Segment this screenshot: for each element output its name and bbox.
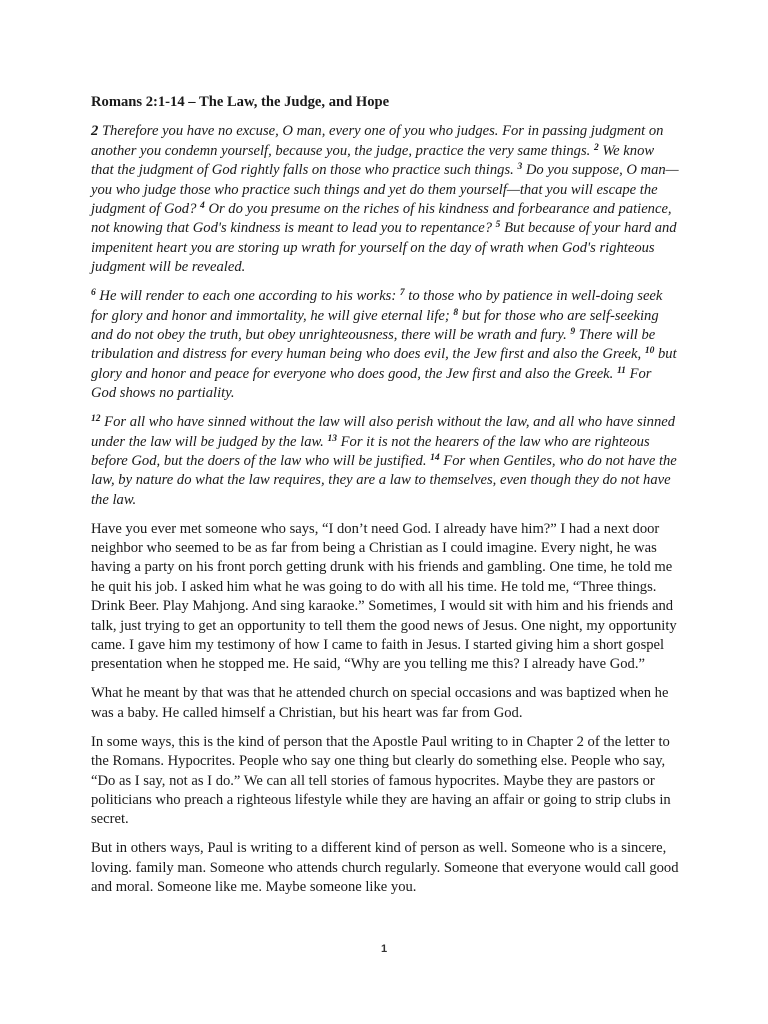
body-paragraph-3: In some ways, this is the kind of person that the Apostle Paul writing to in Chapter 2 of the letter to the Romans. Hypocrites. People who say one thing but clearly do something else. People who say, “Do as I say, not as I do.” We can all tell stories of famous hypocrites. Maybe they are pastors or politicians who preach a righteous lifestyle while they are having an affair or going to strip clubs in secret. (91, 733, 671, 828)
chapter-number: 2 (91, 123, 99, 140)
verse-text: For God shows no partiality. (91, 365, 652, 402)
body-paragraph-2: What he meant by that was that he attended church on special occasions and was baptized when he was a baby. He called himself a Christian, but his heart was far from God. (91, 685, 669, 721)
verse-number: 10 (644, 346, 655, 357)
document-page (91, 93, 679, 907)
verse-text: We know that the judgment of God rightly falls on those who practice such things. (91, 142, 655, 179)
scripture-paragraph-2 (91, 287, 679, 403)
verse-text: to those who by patience in well-doing seek for glory and honor and immortality, he will give eternal life; (91, 288, 663, 324)
verse-text: But because of your hard and impenitent heart you are storing up wrath for yourself on the day of wrath when God's righteous judgment will be revealed. (91, 220, 677, 276)
verse-text: but for those who are self-seeking and do not obey the truth, but obey unrighteousness, there will be wrath and fury. (91, 307, 659, 343)
verse-text: Therefore you have no excuse, O man, every one of you who judges. For in passing judgment on another you condemn yourself, because you, the judge, practice the very same things. (91, 123, 664, 159)
scripture-paragraph-1 (91, 122, 679, 277)
verse-text: Or do you presume on the riches of his kindness and forbearance and patience, not knowing that God's kindness is meant to lead you to repentance? (91, 201, 672, 237)
verse-number: 4 (200, 201, 205, 212)
verse-number: 14 (430, 452, 440, 463)
verse-text: For all who have sinned without the law will also perish without the law, and all who have sinned under the law will be judged by the law. (91, 414, 676, 450)
verse-text: For when Gentiles, who do not have the law, by nature do what the law requires, they are a law to themselves, even though they do not have the law. (91, 452, 677, 508)
verse-number: 6 (91, 288, 96, 299)
verse-text: Do you suppose, O man—you who judge those who practice such things and yet do them yourself—that you will escape the judgment of God? (91, 162, 679, 218)
verse-text: but glory and honor and peace for everyone who does good, the Jew first and also the Greek. (91, 346, 677, 382)
page-number: 1 (380, 943, 388, 955)
verse-text: He will render to each one according to his works: (95, 288, 400, 305)
scripture-paragraph-3 (91, 413, 679, 510)
verse-number: 11 (616, 365, 626, 376)
body-paragraph-1: Have you ever met someone who says, “I don’t need God. I already have him?” I had a next door neighbor who seemed to be as far from being a Christian as I could imagine. Every night, he was having a party on his front porch getting drunk with his friends and gambling. One time, he told me he quit his job. I asked him what he was going to do with all his time. He told me, “Three things. Drink Beer. Play Mahjong. And sing karaoke.” Sometimes, I would sit with him and his friends and talk, just trying to get an opportunity to tell them the good news of Jesus. One night, my opportunity came. I gave him my testimony of how I came to faith in Jesus. I started giving him a short gospel presentation when he stopped me. He said, “Why are you telling me this? I already have God.” (91, 520, 677, 673)
verse-text: There will be tribulation and distress for every human being who does evil, the Jew first and also the Greek, (91, 326, 656, 363)
sermon-body (91, 520, 679, 898)
body-paragraph-4: But in others ways, Paul is writing to a different kind of person as well. Someone who is a sincere, loving. family man. Someone who attends church regularly. Someone that everyone would call good and moral. Someone like me. Maybe someone like you. (91, 840, 679, 896)
verse-text: For it is not the hearers of the law who are righteous before God, but the doers of the law who will be justified. (91, 433, 650, 469)
verse-number: 5 (495, 220, 501, 231)
verse-number: 9 (570, 326, 576, 337)
verse-number: 12 (91, 414, 101, 425)
document-title: Romans 2:1-14 – The Law, the Judge, and Hope (91, 94, 390, 110)
verse-number: 7 (399, 288, 405, 299)
verse-number: 8 (453, 307, 459, 318)
verse-number: 2 (593, 142, 599, 153)
verse-number: 13 (327, 433, 337, 444)
verse-number: 3 (517, 162, 523, 173)
scripture-passage (91, 122, 679, 510)
